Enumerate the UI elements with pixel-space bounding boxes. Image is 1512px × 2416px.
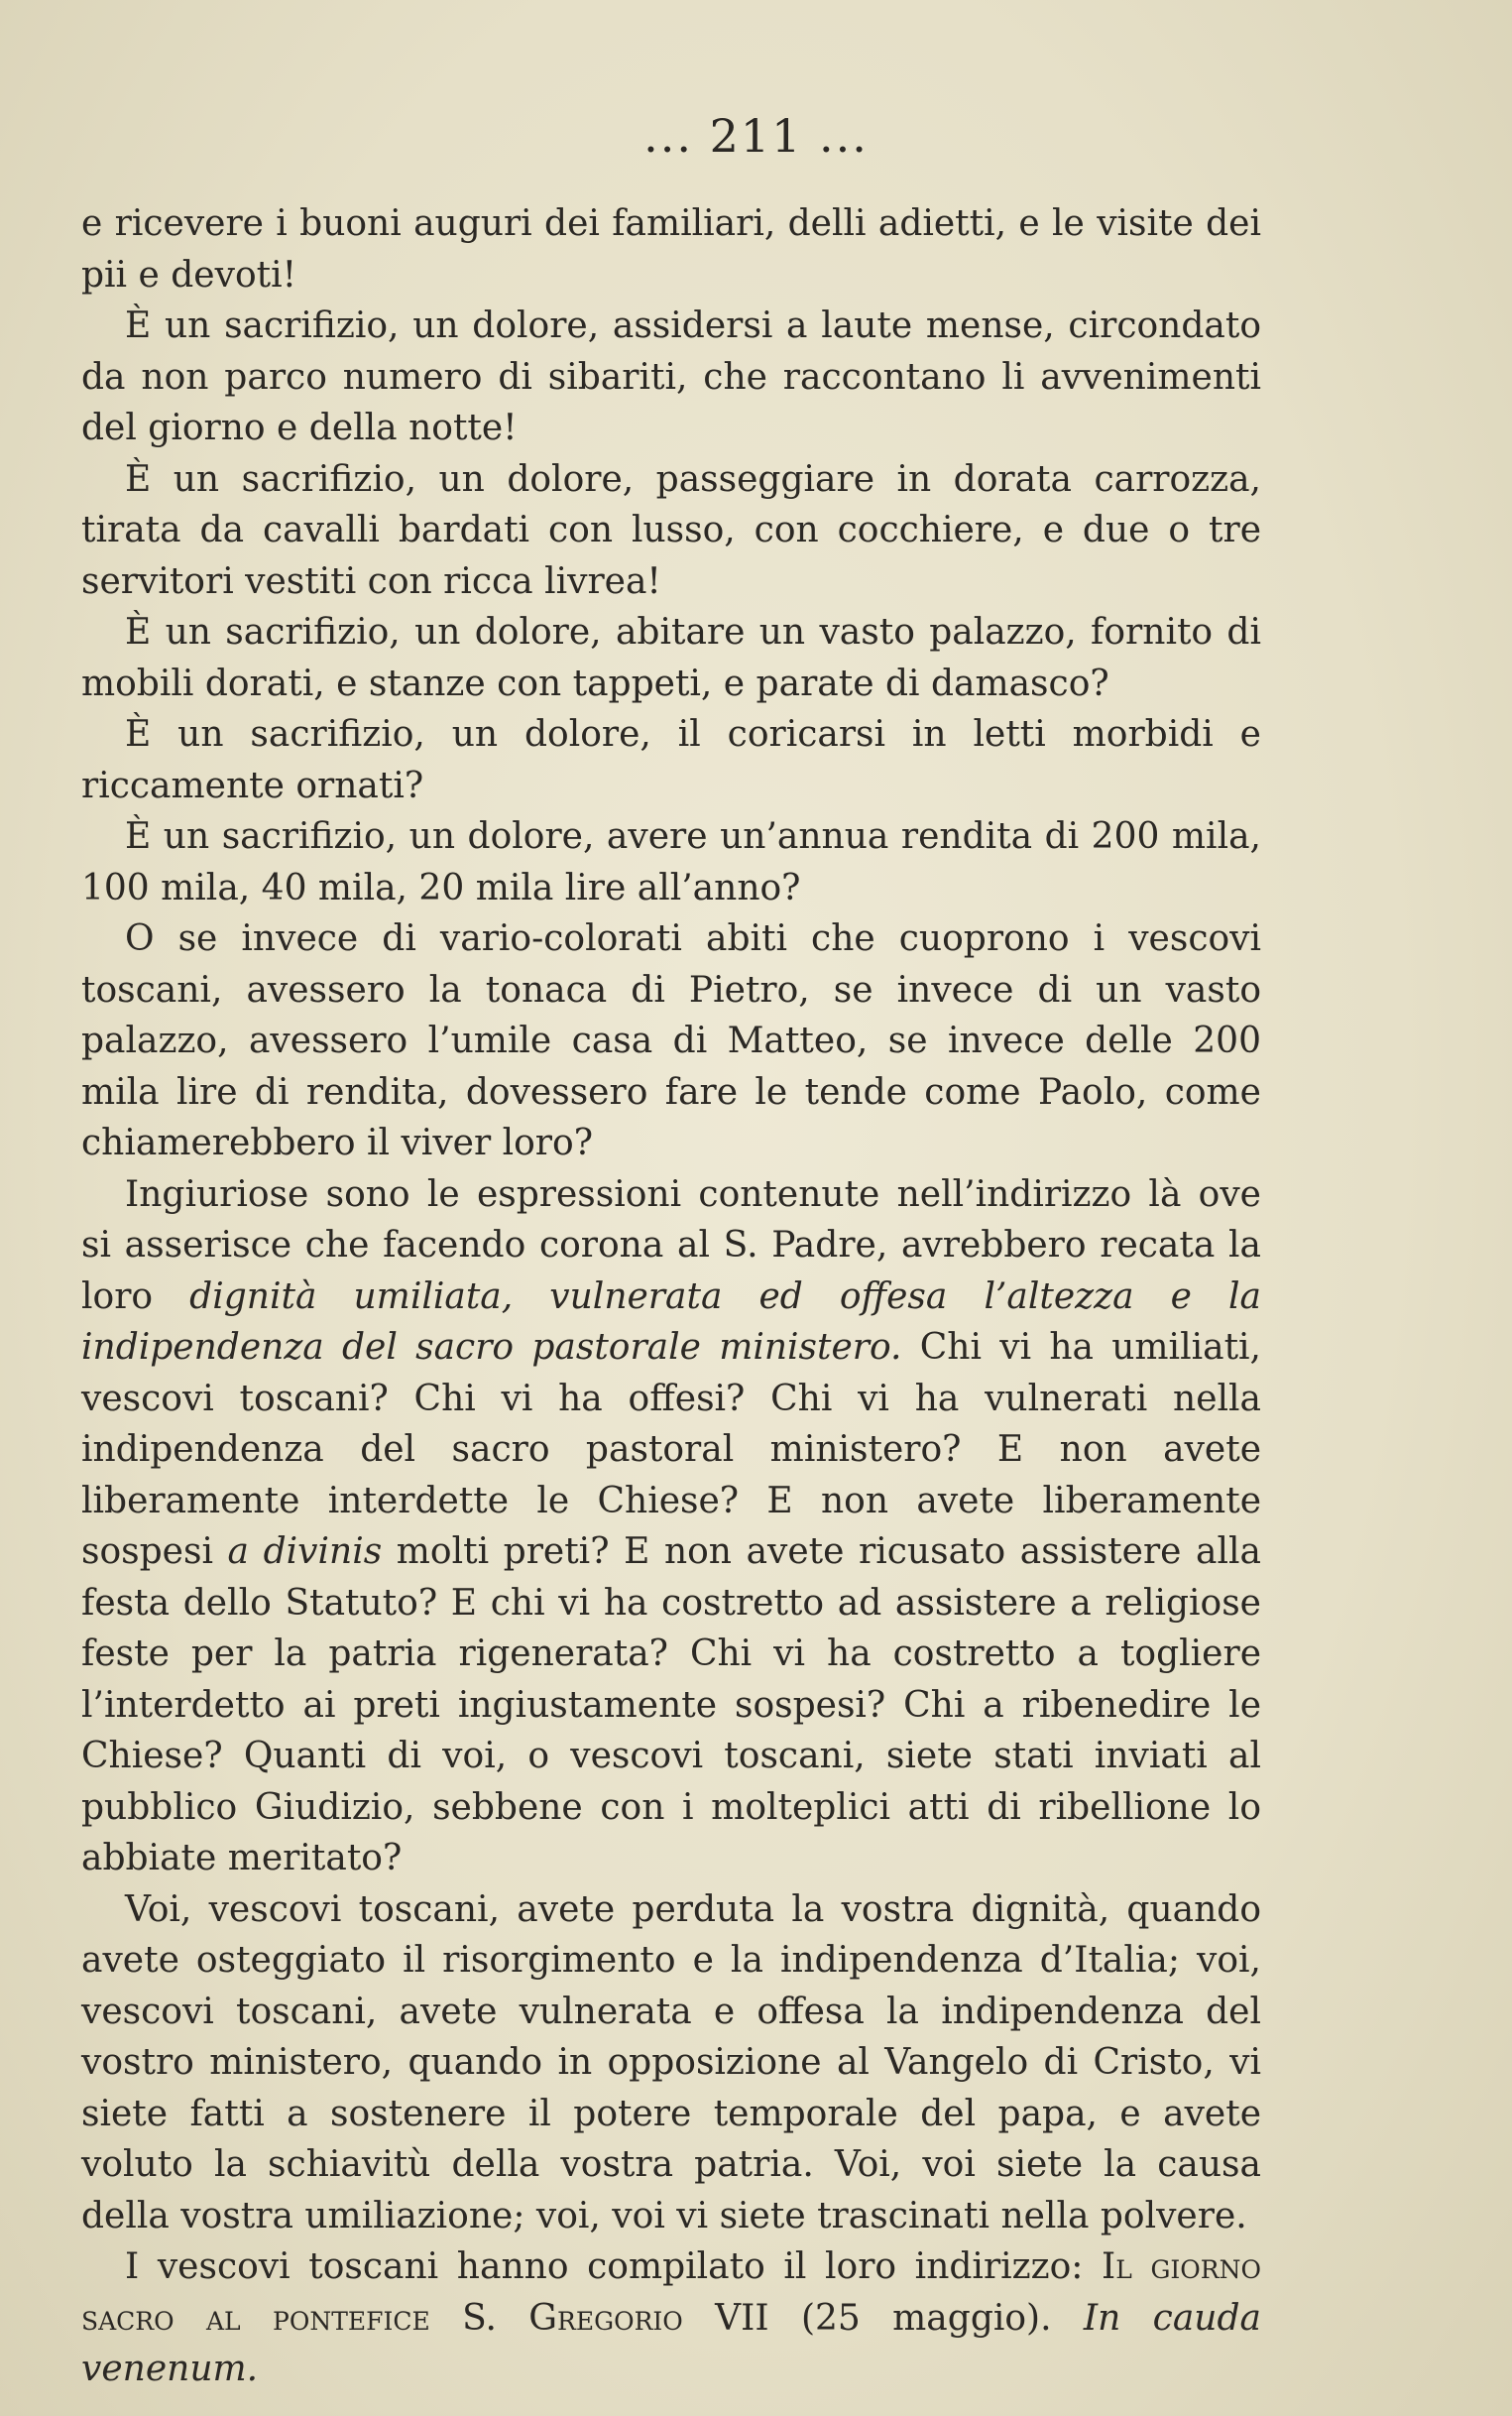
paragraph: e ricevere i buoni auguri dei familiari, delli adietti, e le visite dei pii e devoti! xyxy=(81,203,1261,296)
italic-phrase: In cauda venenum. xyxy=(81,2297,1261,2389)
text-run: Ingiuriose sono le espressioni contenute nell’indirizzo là ove si asserisce che facendo corona al S. Padre, avrebbero recata la loro xyxy=(81,1173,1261,1317)
paragraph: È un sacrifizio, un dolore, assidersi a laute mense, circondato da non parco numero di sibariti, che raccontano li avvenimenti del giorno e della notte! xyxy=(81,305,1261,448)
body-text xyxy=(81,198,1261,2395)
paragraph: O se invece di vario-colorati abiti che cuoprono i vescovi toscani, avessero la tonaca di Pietro, se invece di un vasto palazzo, avessero l’umile casa di Matteo, se invece delle 200 mila lire di rendita, dovessero fare le tende come Paolo, come chiamerebbero il viver loro? xyxy=(81,918,1261,1163)
text-run: molti preti? E non avete ricusato assistere alla festa dello Statuto? E chi vi ha costretto ad assistere a religiose feste per la patria rigenerata? Chi vi ha costretto a togliere l’interdetto ai preti ingiustamente sospesi? Chi a ribenedire le Chiese? Quanti di voi, o vescovi toscani, siete stati inviati al pubblico Giudizio, sebbene con i molteplici atti di ribellione lo abbiate meritato? xyxy=(81,1531,1261,1878)
text-run: I vescovi toscani hanno compilato il loro indirizzo: xyxy=(125,2246,1103,2287)
text-run: VII (25 maggio). xyxy=(682,2297,1084,2339)
small-caps-title: Il giorno sacro al pontefice S. Gregorio xyxy=(81,2246,1261,2339)
italic-phrase: a divinis xyxy=(227,1531,383,1572)
paragraph: È un sacrifizio, un dolore, abitare un vasto palazzo, fornito di mobili dorati, e stanze con tappeti, e parate di damasco? xyxy=(81,612,1261,704)
text-run: Chi vi ha umiliati, vescovi toscani? Chi vi ha offesi? Chi vi ha vulnerati nella indipendenza del sacro pastoral ministero? E non avete liberamente interdette le Chiese? E non avete liberamente sospesi xyxy=(81,1327,1261,1572)
italic-quote: dignità umiliata, vulnerata ed offesa l’altezza e la indipendenza del sacro pastorale ministero. xyxy=(81,1275,1262,1368)
paragraph: È un sacrifizio, un dolore, il coricarsi in letti morbidi e riccamente ornati? xyxy=(81,714,1261,806)
paragraph xyxy=(81,1169,1261,1884)
paragraph: È un sacrifizio, un dolore, passeggiare in dorata carrozza, tirata da cavalli bardati con lusso, con cocchiere, e due o tre servitori vestiti con ricca livrea! xyxy=(81,458,1261,602)
paragraph: Voi, vescovi toscani, avete perduta la vostra dignità, quando avete osteggiato il risorgimento e la indipendenza d’Italia; voi, vescovi toscani, avete vulnerata e offesa la indipendenza del vostro ministero, quando in opposizione al Vangelo di Cristo, vi siete fatti a sostenere il potere temporale del papa, e avete voluto la schiavitù della vostra patria. Voi, voi siete la causa della vostra umiliazione; voi, voi vi siete trascinati nella polvere. xyxy=(81,1888,1261,2236)
paragraph xyxy=(81,2241,1261,2395)
paragraph: È un sacrifizio, un dolore, avere un’annua rendita di 200 mila, 100 mila, 40 mila, 20 mila lire all’anno? xyxy=(81,816,1261,908)
page-number: ... 211 ... xyxy=(643,109,869,163)
